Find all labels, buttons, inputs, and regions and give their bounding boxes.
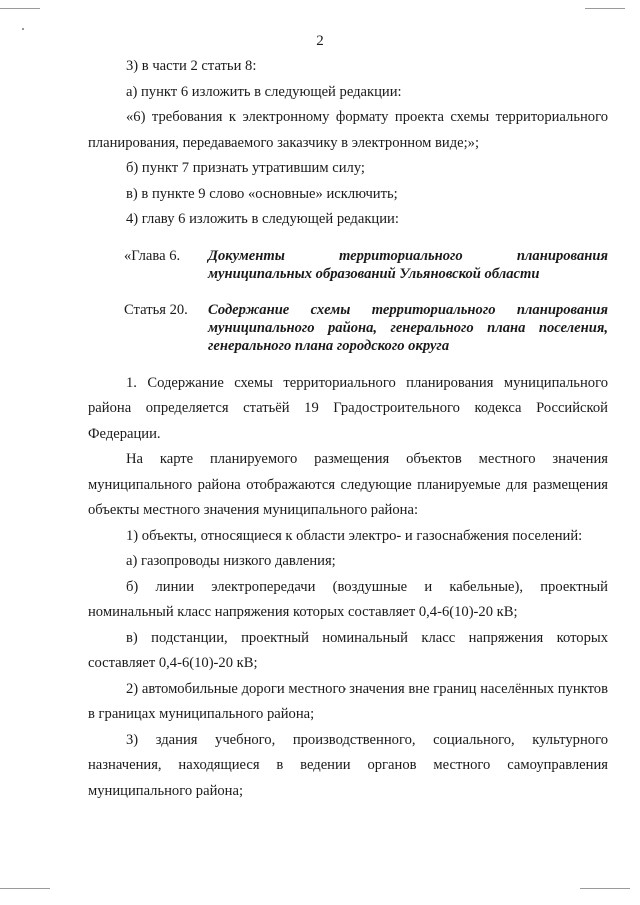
paragraph: «6) требования к электронному формату проекта схемы территориального планирования, передаваемого заказчику в электронном виде;»; bbox=[88, 109, 608, 151]
paragraph: в) подстанции, проектный номинальный класс напряжения которых составляет 0,4-6(10)-20 кВ; bbox=[88, 629, 608, 671]
scan-edge-bottom-right bbox=[580, 888, 630, 889]
paragraph: а) газопроводы низкого давления; bbox=[126, 553, 336, 569]
article-heading bbox=[88, 301, 608, 355]
page-number: 2 bbox=[316, 33, 324, 49]
scan-edge-bottom-left bbox=[0, 888, 50, 889]
paragraph: 1. Содержание схемы территориального планирования муниципального района определяется статьёй 19 Градостроительного кодекса Российской Федерации. bbox=[88, 374, 608, 442]
paragraph: 3) в части 2 статьи 8: bbox=[126, 58, 257, 74]
paragraph: б) линии электропередачи (воздушные и кабельные), проектный номинальный класс напряжения которых составляет 0,4-6(10)-20 кВ; bbox=[88, 578, 608, 620]
paragraph: б) пункт 7 признать утратившим силу; bbox=[126, 160, 365, 176]
chapter-title: Документы территориального планирования муниципальных образований Ульяновской области bbox=[208, 247, 608, 282]
paragraph: На карте планируемого размещения объектов местного значения муниципального района отображаются следующие планируемые для размещения объекты местного значения муниципального района: bbox=[88, 451, 608, 518]
paragraph: 4) главу 6 изложить в следующей редакции: bbox=[126, 211, 399, 227]
chapter-label: «Глава 6. bbox=[124, 247, 181, 264]
document-body bbox=[88, 54, 608, 804]
paragraph: 2) автомобильные дороги местного значения вне границ населённых пунктов в границах муниципального района; bbox=[88, 680, 608, 722]
chapter-heading bbox=[88, 247, 608, 283]
scan-edge-top-left bbox=[0, 8, 40, 9]
article-title: Содержание схемы территориального планирования муниципального района, генерального плана поселения, генерального плана городского округа bbox=[208, 301, 608, 354]
article-label: Статья 20. bbox=[124, 301, 188, 318]
paragraph: в) в пункте 9 слово «основные» исключить; bbox=[126, 185, 398, 202]
scan-edge-top-right bbox=[585, 8, 625, 9]
scan-speck bbox=[22, 28, 24, 30]
paragraph: а) пункт 6 изложить в следующей редакции: bbox=[126, 83, 402, 100]
paragraph: 1) объекты, относящиеся к области электро- и газоснабжения поселений: bbox=[126, 527, 583, 544]
paragraph: 3) здания учебного, производственного, социального, культурного назначения, находящиеся в ведении органов местного самоуправления муниципального района; bbox=[88, 731, 608, 799]
